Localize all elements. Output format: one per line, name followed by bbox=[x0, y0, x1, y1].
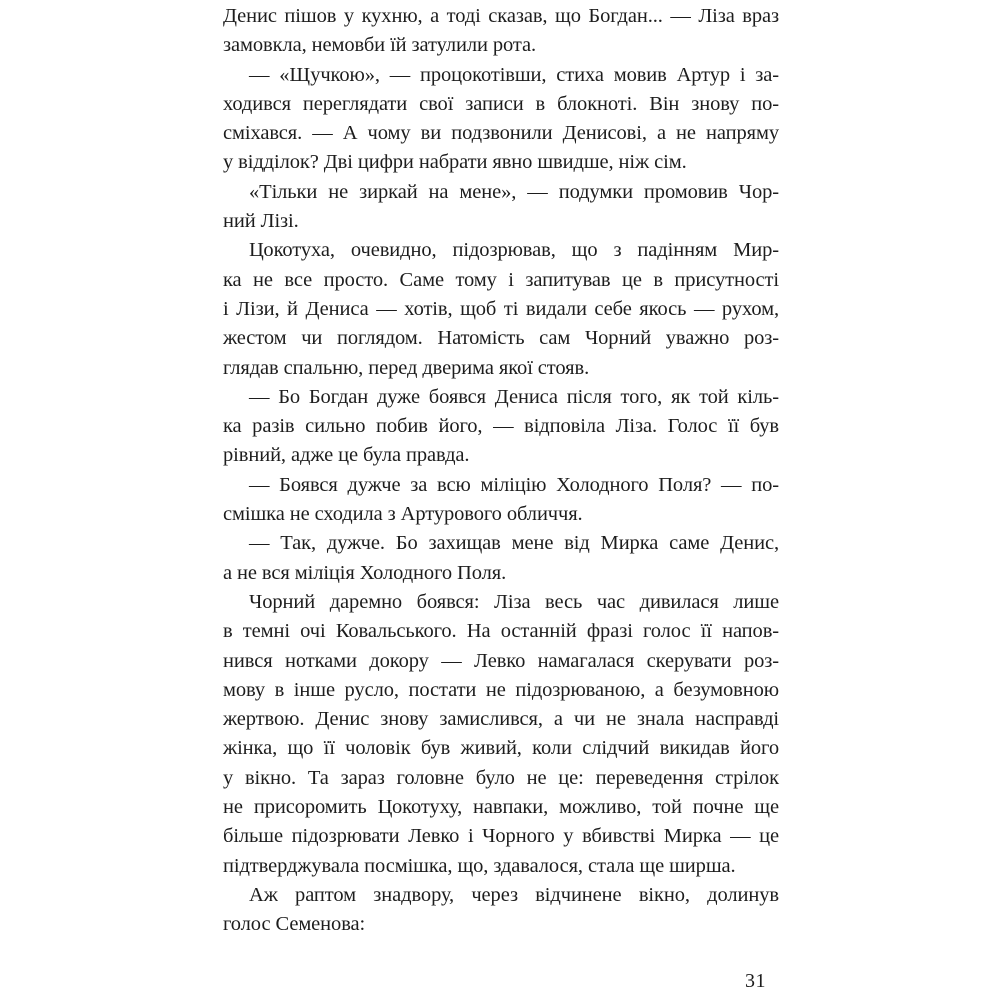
text-line: мову в інше русло, постати не підозрюваною, а безумовною bbox=[223, 678, 779, 701]
paragraph bbox=[223, 383, 779, 471]
text-line: ходився переглядати свої записи в блокноті. Він знову по- bbox=[223, 92, 779, 115]
text-line: в темні очі Ковальського. На останній фразі голос її напов- bbox=[223, 620, 779, 643]
text-line: у відділок? Дві цифри набрати явно швидше, ніж сім. bbox=[223, 151, 687, 174]
text-line: глядав спальню, перед дверима якої стояв. bbox=[223, 356, 590, 379]
text-line: більше підозрювати Левко і Чорного у вбивстві Мирка — це bbox=[223, 825, 779, 848]
paragraph bbox=[223, 61, 779, 178]
text-line: ка разів сильно побив його, — відповіла Ліза. Голос її був bbox=[223, 415, 779, 438]
text-line: замовкла, немовби їй затулили рота. bbox=[223, 34, 537, 57]
text-line: рівний, адже це була правда. bbox=[223, 444, 470, 467]
paragraph bbox=[223, 588, 779, 881]
text-line: Чорний даремно боявся: Ліза весь час дивилася лише bbox=[249, 590, 779, 613]
text-line: — Так, дужче. Бо захищав мене від Мирка саме Денис, bbox=[249, 532, 779, 555]
text-line: підтверджувала посмішка, що, здавалося, стала ще ширша. bbox=[223, 854, 736, 877]
text-line: не присоромить Цокотуху, навпаки, можливо, той почне ще bbox=[223, 796, 779, 819]
text-line: смішка не сходила з Артурового обличчя. bbox=[223, 503, 583, 526]
text-line: нився нотками докору — Левко намагалася скерувати роз- bbox=[223, 649, 779, 672]
text-line: у вікно. Та зараз головне було не це: переведення стрілок bbox=[223, 766, 779, 789]
text-line: голос Семенова: bbox=[223, 913, 366, 936]
text-line: — Бо Богдан дуже боявся Дениса після того, як той кіль- bbox=[249, 385, 779, 408]
page-number-value: 31 bbox=[745, 970, 766, 992]
book-page-text bbox=[223, 2, 779, 940]
text-line: Цокотуха, очевидно, підозрював, що з падінням Мир- bbox=[249, 239, 779, 262]
paragraph bbox=[223, 236, 779, 382]
text-line: — Боявся дужче за всю міліцію Холодного Поля? — по- bbox=[249, 473, 779, 496]
text-line: жестом чи поглядом. Натомість сам Чорний уважно роз- bbox=[223, 327, 779, 350]
text-line: ний Лізі. bbox=[223, 210, 299, 233]
text-line: ка не все просто. Саме тому і запитував це в присутності bbox=[223, 268, 779, 291]
text-line: «Тільки не зиркай на мене», — подумки промовив Чор- bbox=[249, 180, 779, 203]
text-line: жінка, що її чоловік був живий, коли слідчий викидав його bbox=[223, 737, 779, 760]
text-line: Аж раптом знадвору, через відчинене вікно, долинув bbox=[249, 883, 779, 906]
text-line: жертвою. Денис знову замислився, а чи не знала насправді bbox=[223, 708, 779, 731]
text-line: а не вся міліція Холодного Поля. bbox=[223, 561, 507, 584]
paragraph bbox=[223, 529, 779, 588]
paragraph bbox=[223, 471, 779, 530]
paragraph bbox=[223, 881, 779, 940]
text-line: і Лізи, й Дениса — хотів, щоб ті видали себе якось — рухом, bbox=[223, 297, 779, 320]
paragraph bbox=[223, 2, 779, 61]
page-number bbox=[223, 970, 779, 993]
text-line: — «Щучкою», — процокотівши, стиха мовив Артур і за- bbox=[249, 63, 779, 86]
text-line: Денис пішов у кухню, а тоді сказав, що Богдан... — Ліза враз bbox=[223, 5, 779, 27]
text-line: сміхався. — А чому ви подзвонили Денисові, а не напряму bbox=[223, 122, 779, 145]
paragraph bbox=[223, 178, 779, 237]
